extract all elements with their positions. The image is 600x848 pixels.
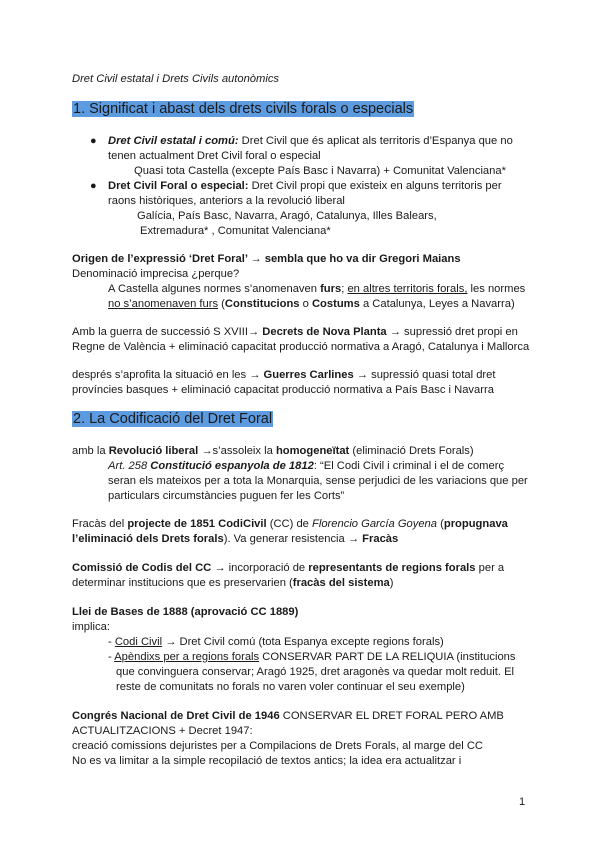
bullet-1-line-2: tenen actualment Dret Civil foral o especial <box>108 150 321 162</box>
carlines-line-1: després s’aprofita la situació en les → Guerres Carlines → supressió quasi total dret <box>72 369 496 381</box>
castella-line-2: no s’anomenaven furs (Constitucions o Costums a Catalunya, Leyes a Navarra) <box>108 298 515 310</box>
congres-line-4: No es va limitar a la simple recopilació de textos antics; la idea era actualitzar i <box>72 755 462 767</box>
congres-line-1: Congrés Nacional de Dret Civil de 1946 CONSERVAR EL DRET FORAL PERO AMB <box>72 710 504 722</box>
bullet-1-line-3: Quasi tota Castella (excepte País Basc i Navarra) + Comunitat Valenciana* <box>134 165 506 177</box>
bullet-2-line-2: raons històriques, anteriors a la revolució liberal <box>108 195 345 207</box>
fracas-line-2: l’eliminació dels Drets forals). Va generar resistencia → Fracàs <box>72 533 399 545</box>
congres-line-2: ACTUALITZACIONS + Decret 1947: <box>72 725 253 737</box>
llei-bases-item-2: - Apèndixs per a regions forals CONSERVAR PART DE LA RELIQUIA (institucions <box>108 651 516 663</box>
bullet-2-line-4: Extremadura* , Comunitat Valenciana* <box>140 225 331 237</box>
article-line-1: Art. 258 Constitució espanyola de 1812: “El Codi Civil i criminal i el de comerç <box>108 460 505 472</box>
llei-bases-item-2-line-3: reste de comunitats no forals no varen voler continuar el seu exemple) <box>116 681 465 693</box>
bullet-2-term: Dret Civil Foral o especial: <box>108 180 249 192</box>
nova-planta-line-2: Regne de València + eliminació capacitat producció normativa a Aragó, Catalunya i Mallorca <box>72 341 530 353</box>
origen-heading: Origen de l’expressió ‘Dret Foral’ → sembla que ho va dir Gregori Maians <box>72 253 461 265</box>
llei-bases-implica: implica: <box>72 621 110 633</box>
document-subtitle: Dret Civil estatal i Drets Civils autonòmics <box>72 73 280 85</box>
section-1-heading <box>72 100 414 118</box>
section-1-title: 1. Significat i abast dels drets civils forals o especials <box>73 101 414 117</box>
section-2-heading <box>72 410 273 428</box>
fracas-line-1: Fracàs del projecte de 1851 CodiCivil (CC) de Florencio García Goyena (propugnava <box>72 518 508 530</box>
carlines-line-2: províncies basques + eliminació capacitat producció normativa a País Basc i Navarra <box>72 384 494 396</box>
bullet-2-line-1: Dret Civil Foral o especial: Dret Civil propi que existeix en alguns territoris per <box>108 180 502 192</box>
comissio-line-1: Comissió de Codis del CC → incorporació de representants de regions forals per a <box>72 562 505 574</box>
bullet-1-line-1: Dret Civil estatal i comú: Dret Civil que és aplicat als territoris d’Espanya que no <box>108 135 513 147</box>
llei-bases-heading: Llei de Bases de 1888 (aprovació CC 1889) <box>72 606 299 618</box>
llei-bases-item-2-line-2: que convinguera conservar; Aragó 1925, dret aragonès va quedar molt reduit. El <box>116 666 515 678</box>
section-2-title: 2. La Codificació del Dret Foral <box>73 411 273 427</box>
castella-line-1: A Castella algunes normes s’anomenaven furs; en altres territoris forals, les normes <box>108 283 526 295</box>
congres-line-3: creació comissions dejuristes per a Compilacions de Drets Forals, al marge del CC <box>72 740 483 752</box>
bullet-dot-icon: ● <box>90 180 97 192</box>
bullet-dot-icon: ● <box>90 135 97 147</box>
bullet-1-term: Dret Civil estatal i comú: <box>108 135 239 147</box>
comissio-line-2: determinar institucions que es preservarien (fracàs del sistema) <box>72 577 394 589</box>
origen-question: Denominació imprecisa ¿perque? <box>72 268 240 280</box>
nova-planta-line-1: Amb la guerra de successió S XVIII→ Decrets de Nova Planta → supressió dret propi en <box>72 326 518 338</box>
bullet-2-line-3: Galícia, País Basc, Navarra, Aragó, Catalunya, Illes Balears, <box>137 210 437 222</box>
article-line-2: seran els mateixos per a tota la Monarquia, sense perjudici de les variacions que per <box>108 475 528 487</box>
article-line-3: particulars circumstàncies puguen fer les Corts” <box>108 490 345 502</box>
llei-bases-item-1: - Codi Civil → Dret Civil comú (tota Espanya excepte regions forals) <box>108 636 444 648</box>
page-number: 1 <box>519 796 526 808</box>
revolucio-line: amb la Revolució liberal →s’assoleix la homogeneïtat (eliminació Drets Forals) <box>72 445 474 457</box>
